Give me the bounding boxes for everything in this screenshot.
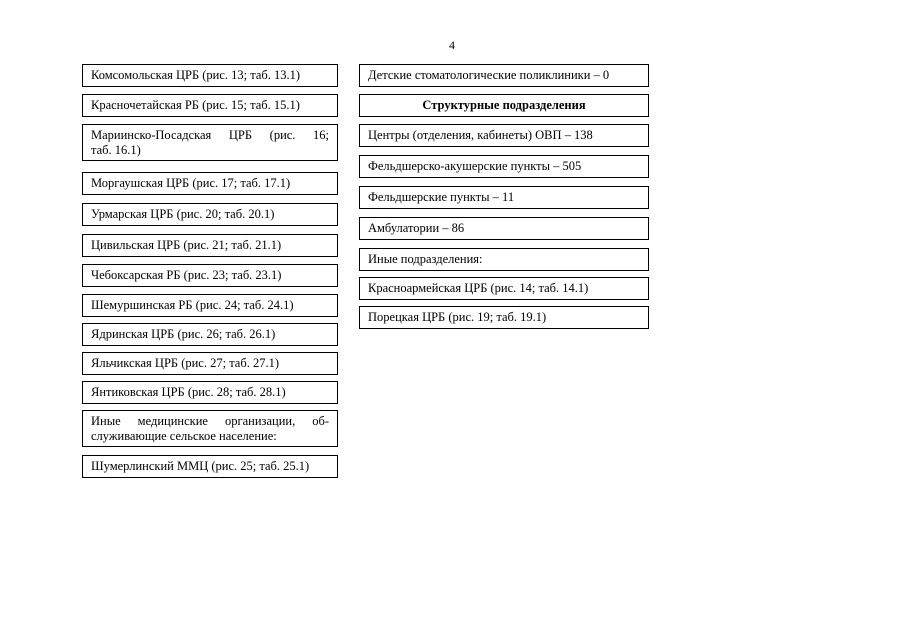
org-label-line1: Мариинско-Посадская ЦРБ (рис. 16; xyxy=(91,128,329,142)
org-label: Чебоксарская РБ (рис. 23; таб. 23.1) xyxy=(91,268,282,282)
box-fp xyxy=(359,186,649,209)
box-label: Фельдшерские пункты – 11 xyxy=(368,190,515,204)
box-label: Порецкая ЦРБ (рис. 19; таб. 19.1) xyxy=(368,310,547,324)
org-label: Цивильская ЦРБ (рис. 21; таб. 21.1) xyxy=(91,238,282,252)
org-label: Моргаушская ЦРБ (рис. 17; таб. 17.1) xyxy=(91,176,291,190)
box-structural-units-header xyxy=(359,94,649,117)
org-label: Комсомольская ЦРБ (рис. 13; таб. 13.1) xyxy=(91,68,301,82)
org-box-tsivilskaya xyxy=(82,234,338,257)
org-box-yantikovskaya xyxy=(82,381,338,404)
box-label: Амбулатории – 86 xyxy=(368,221,465,235)
box-poretskaya xyxy=(359,306,649,329)
box-label: Центры (отделения, кабинеты) ОВП – 138 xyxy=(368,128,593,142)
org-label: Янтиковская ЦРБ (рис. 28; таб. 28.1) xyxy=(91,385,286,399)
page-number: 4 xyxy=(449,38,455,52)
box-other-units xyxy=(359,248,649,271)
org-box-komsomolskaya xyxy=(82,64,338,87)
box-krasnoarmeyskaya xyxy=(359,277,649,300)
org-label: Ядринская ЦРБ (рис. 26; таб. 26.1) xyxy=(91,327,276,341)
box-ambulatories xyxy=(359,217,649,240)
org-box-urmarskaya xyxy=(82,203,338,226)
org-label: Шумерлинский ММЦ (рис. 25; таб. 25.1) xyxy=(91,459,310,473)
org-label: Урмарская ЦРБ (рис. 20; таб. 20.1) xyxy=(91,207,275,221)
org-box-shumerlinsky xyxy=(82,455,338,478)
org-box-morgaushskaya xyxy=(82,172,338,195)
org-box-yadrinskaya xyxy=(82,323,338,346)
org-label: Красночетайская РБ (рис. 15; таб. 15.1) xyxy=(91,98,300,112)
section-heading: Структурные подразделения xyxy=(422,98,586,112)
box-children-dental xyxy=(359,64,649,87)
org-label: Яльчикская ЦРБ (рис. 27; таб. 27.1) xyxy=(91,356,280,370)
org-box-cheboksarskaya xyxy=(82,264,338,287)
org-box-other-rural xyxy=(82,410,338,447)
box-label: Фельдшерско-акушерские пункты – 505 xyxy=(368,159,582,173)
org-box-mariinsko-posadskaya xyxy=(82,124,338,161)
box-label: Красноармейская ЦРБ (рис. 14; таб. 14.1) xyxy=(368,281,589,295)
box-ovp-centers xyxy=(359,124,649,147)
org-box-krasnochetayskaya xyxy=(82,94,338,117)
box-label: Детские стоматологические поликлиники – 0 xyxy=(368,68,610,82)
org-box-yalchikskaya xyxy=(82,352,338,375)
org-label-line2: служивающие сельское население: xyxy=(91,429,277,443)
org-label-line1: Иные медицинские организации, об- xyxy=(91,414,329,428)
box-label: Иные подразделения: xyxy=(368,252,483,266)
org-label: Шемуршинская РБ (рис. 24; таб. 24.1) xyxy=(91,298,294,312)
org-label-line2: таб. 16.1) xyxy=(91,143,141,157)
box-fap xyxy=(359,155,649,178)
org-box-shemurshinskaya xyxy=(82,294,338,317)
